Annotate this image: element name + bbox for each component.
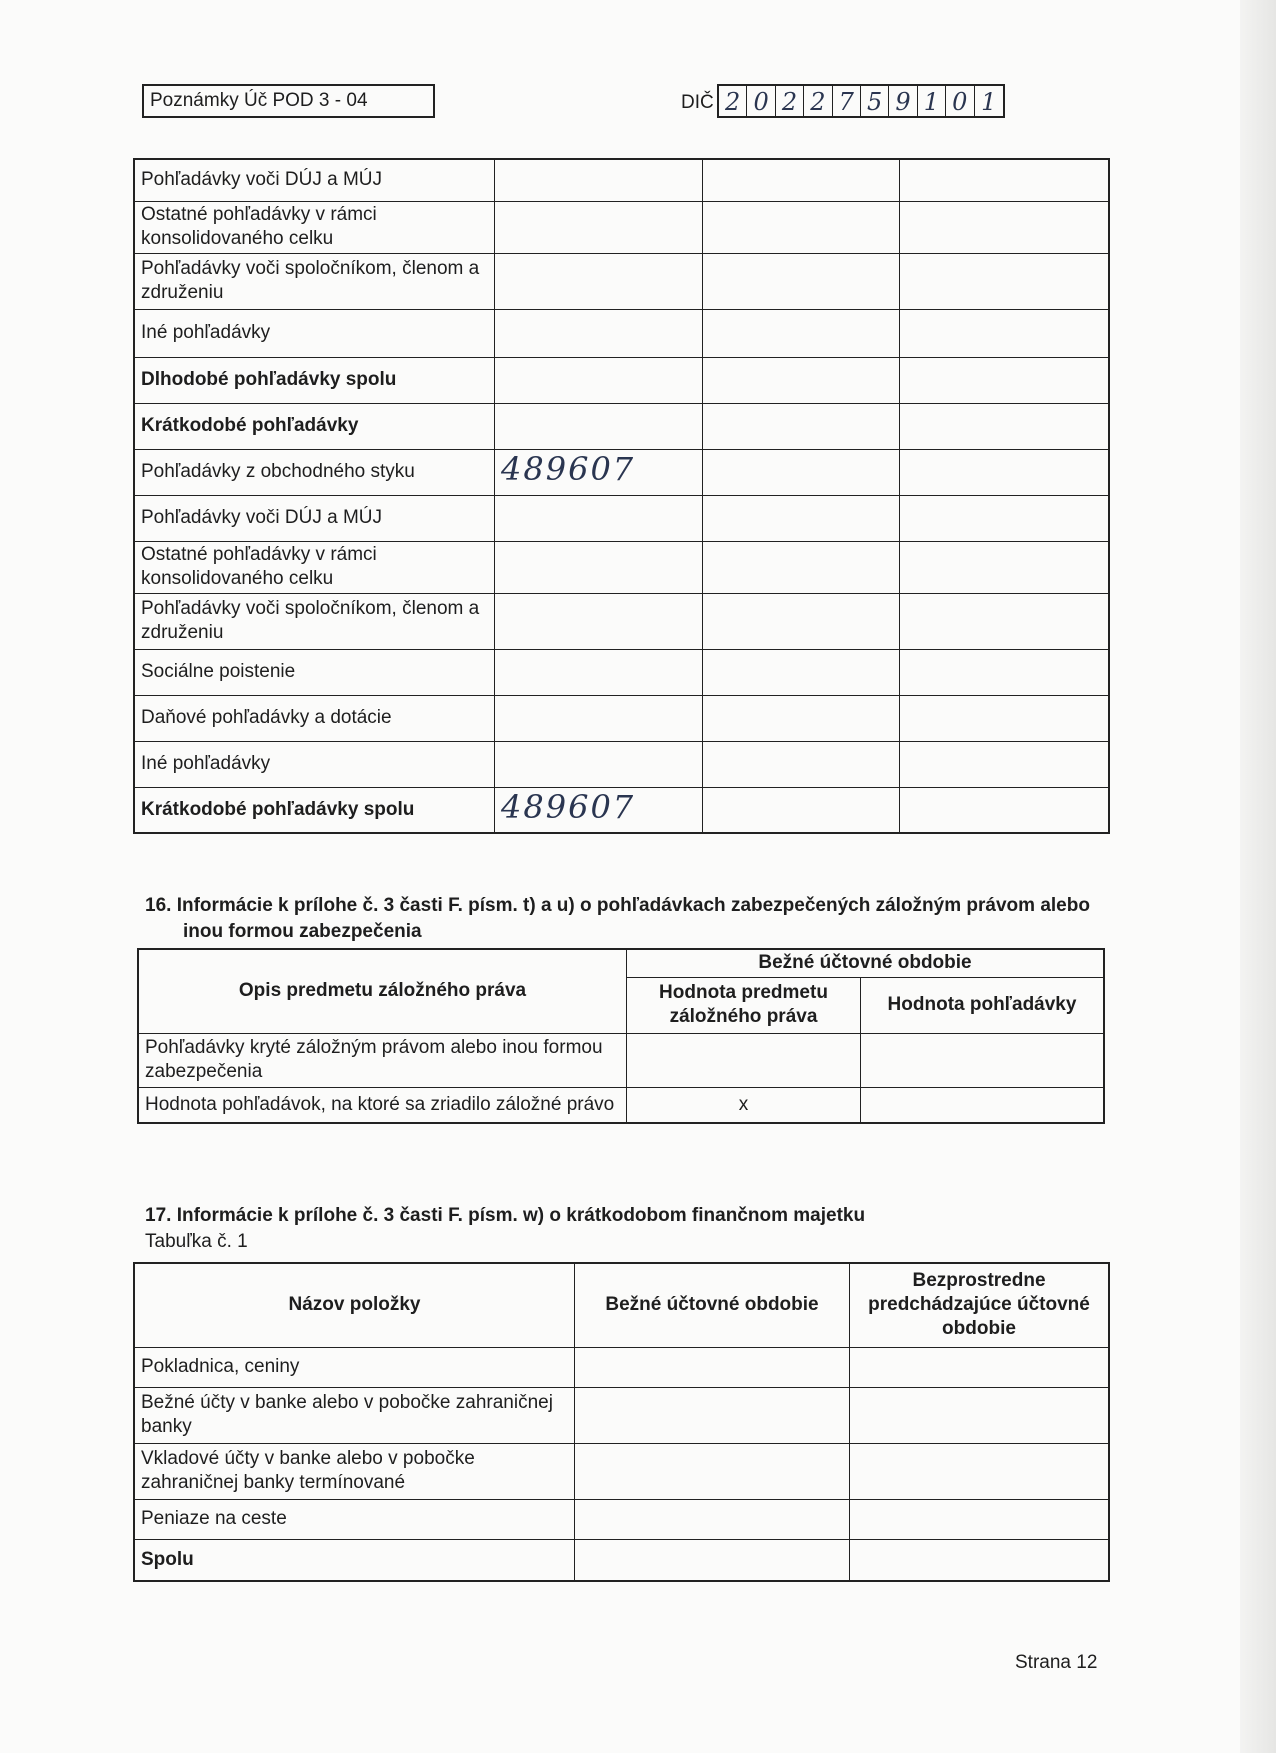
financial-asset-row <box>134 1443 1109 1499</box>
receivables-row-cell <box>900 403 1110 449</box>
receivables-row <box>134 541 1109 593</box>
col-desc-header: Opis predmetu záložného práva <box>138 949 627 1033</box>
receivables-row-cell <box>703 253 900 309</box>
receivables-row-label: Pohľadávky voči spoločníkom, členom a združeniu <box>134 253 495 309</box>
receivables-row-cell <box>900 593 1110 649</box>
handwritten-value: 489607 <box>501 787 636 826</box>
dic-digit: 0 <box>946 86 974 116</box>
receivables-row-cell <box>703 593 900 649</box>
receivables-row-value <box>495 449 703 495</box>
receivables-row-cell <box>900 741 1110 787</box>
dic-digit: 2 <box>776 86 804 116</box>
financial-asset-current <box>575 1539 850 1581</box>
receivables-row-value <box>495 741 703 787</box>
dic-digit: 2 <box>719 86 747 116</box>
receivables-row-label: Dlhodobé pohľadávky spolu <box>134 357 495 403</box>
pledge-row-label: Pohľadávky kryté záložným právom alebo inou formou zabezpečenia <box>138 1033 627 1087</box>
dic-digit: 5 <box>861 86 889 116</box>
financial-asset-label: Vkladové účty v banke alebo v pobočke zahraničnej banky termínované <box>134 1443 575 1499</box>
receivables-row-value <box>495 787 703 833</box>
receivables-row-cell <box>900 787 1110 833</box>
col-previous-header: Bezprostredne predchádzajúce účtovné obdobie <box>850 1263 1110 1347</box>
receivables-row-cell <box>703 495 900 541</box>
receivables-row-cell <box>900 541 1110 593</box>
dic-digit: 1 <box>981 88 997 116</box>
section-16-title-line1: 16. Informácie k prílohe č. 3 časti F. písm. t) a u) o pohľadávkach zabezpečených záložným právom alebo <box>145 895 1090 916</box>
receivables-row-label: Ostatné pohľadávky v rámci konsolidovaného celku <box>134 201 495 253</box>
receivables-row-cell <box>900 309 1110 357</box>
receivables-row-label: Krátkodobé pohľadávky <box>134 403 495 449</box>
receivables-row-cell <box>703 201 900 253</box>
scan-edge-shadow <box>1240 0 1276 1753</box>
receivables-row-value <box>495 357 703 403</box>
receivables-row-value <box>495 403 703 449</box>
receivables-row <box>134 593 1109 649</box>
receivables-row <box>134 449 1109 495</box>
financial-asset-label: Bežné účty v banke alebo v pobočke zahraničnej banky <box>134 1387 575 1443</box>
receivables-row-cell <box>900 649 1110 695</box>
receivables-row-cell <box>900 495 1110 541</box>
receivables-row <box>134 159 1109 201</box>
receivables-row-label: Iné pohľadávky <box>134 741 495 787</box>
financial-asset-row <box>134 1499 1109 1539</box>
receivables-row-cell <box>900 253 1110 309</box>
receivables-row-cell <box>703 309 900 357</box>
dic-digit: 1 <box>918 86 946 116</box>
receivables-row-cell <box>900 449 1110 495</box>
financial-asset-current <box>575 1387 850 1443</box>
financial-assets-table <box>133 1262 1110 1582</box>
col-value-receivable-header: Hodnota pohľadávky <box>861 977 1105 1033</box>
receivables-row <box>134 787 1109 833</box>
receivables-row <box>134 253 1109 309</box>
receivables-row-cell <box>900 357 1110 403</box>
receivables-row-label: Pohľadávky voči spoločníkom, členom a združeniu <box>134 593 495 649</box>
receivables-row <box>134 357 1109 403</box>
dic-digit: 2 <box>804 86 832 116</box>
receivables-table <box>133 158 1110 834</box>
receivables-row-value <box>495 159 703 201</box>
dic-digit: 9 <box>889 86 917 116</box>
pledge-row-value: x <box>627 1087 861 1123</box>
receivables-row <box>134 201 1109 253</box>
receivables-row-value <box>495 495 703 541</box>
pledge-table <box>137 948 1105 1124</box>
receivables-row-label: Iné pohľadávky <box>134 309 495 357</box>
receivables-row-cell <box>900 159 1110 201</box>
pledge-row-value <box>861 1033 1105 1087</box>
handwritten-value: 489607 <box>501 450 636 488</box>
financial-asset-label: Peniaze na ceste <box>134 1499 575 1539</box>
financial-asset-previous <box>850 1347 1110 1387</box>
receivables-row-cell <box>703 357 900 403</box>
receivables-row-cell <box>703 787 900 833</box>
receivables-row-cell <box>703 649 900 695</box>
section-17-subtitle: Tabuľka č. 1 <box>145 1231 248 1252</box>
receivables-row <box>134 403 1109 449</box>
financial-asset-label: Pokladnica, ceniny <box>134 1347 575 1387</box>
receivables-row-cell <box>900 695 1110 741</box>
receivables-row-label: Sociálne poistenie <box>134 649 495 695</box>
receivables-row-label: Pohľadávky voči DÚJ a MÚJ <box>134 495 495 541</box>
dic-label: DIČ <box>681 92 714 113</box>
dic-digit: 7 <box>833 86 861 116</box>
dic-digit: 0 <box>747 86 775 116</box>
receivables-row-value <box>495 593 703 649</box>
financial-asset-previous <box>850 1443 1110 1499</box>
financial-asset-row <box>134 1387 1109 1443</box>
col-name-header: Názov položky <box>134 1263 575 1347</box>
pledge-row-value <box>627 1033 861 1087</box>
receivables-row-cell <box>703 695 900 741</box>
receivables-row-label: Pohľadávky z obchodného styku <box>134 449 495 495</box>
section-17-title: 17. Informácie k prílohe č. 3 časti F. písm. w) o krátkodobom finančnom majetku <box>145 1205 866 1226</box>
receivables-row-value <box>495 695 703 741</box>
col-period-header: Bežné účtovné obdobie <box>627 949 1105 977</box>
dic-field <box>717 84 1005 118</box>
receivables-row <box>134 649 1109 695</box>
receivables-row-value <box>495 253 703 309</box>
receivables-row-label: Krátkodobé pohľadávky spolu <box>134 787 495 833</box>
financial-asset-row <box>134 1347 1109 1387</box>
pledge-row-label: Hodnota pohľadávok, na ktoré sa zriadilo záložné právo <box>138 1087 627 1123</box>
receivables-row-value <box>495 541 703 593</box>
receivables-row-label: Daňové pohľadávky a dotácie <box>134 695 495 741</box>
page-number: Strana 12 <box>1015 1652 1098 1673</box>
receivables-row-value <box>495 201 703 253</box>
financial-asset-current <box>575 1347 850 1387</box>
financial-asset-current <box>575 1499 850 1539</box>
form-label: Poznámky Úč POD 3 - 04 <box>142 84 435 118</box>
section-16-title-line2: inou formou zabezpečenia <box>183 921 422 942</box>
financial-asset-previous <box>850 1539 1110 1581</box>
receivables-row-value <box>495 309 703 357</box>
receivables-row-cell <box>703 159 900 201</box>
col-current-header: Bežné účtovné obdobie <box>575 1263 850 1347</box>
receivables-row-cell <box>703 741 900 787</box>
pledge-row-value <box>861 1087 1105 1123</box>
receivables-row <box>134 495 1109 541</box>
receivables-row-cell <box>900 201 1110 253</box>
financial-asset-current <box>575 1443 850 1499</box>
financial-asset-previous <box>850 1499 1110 1539</box>
financial-asset-previous <box>850 1387 1110 1443</box>
financial-asset-label: Spolu <box>134 1539 575 1581</box>
col-value-subject-header: Hodnota predmetu záložného práva <box>627 977 861 1033</box>
receivables-row <box>134 695 1109 741</box>
receivables-row-cell <box>703 403 900 449</box>
receivables-row <box>134 309 1109 357</box>
receivables-row-value <box>495 649 703 695</box>
receivables-row-label: Ostatné pohľadávky v rámci konsolidovaného celku <box>134 541 495 593</box>
financial-asset-row <box>134 1539 1109 1581</box>
receivables-row-label: Pohľadávky voči DÚJ a MÚJ <box>134 159 495 201</box>
receivables-row-cell <box>703 449 900 495</box>
receivables-row-cell <box>703 541 900 593</box>
receivables-row <box>134 741 1109 787</box>
